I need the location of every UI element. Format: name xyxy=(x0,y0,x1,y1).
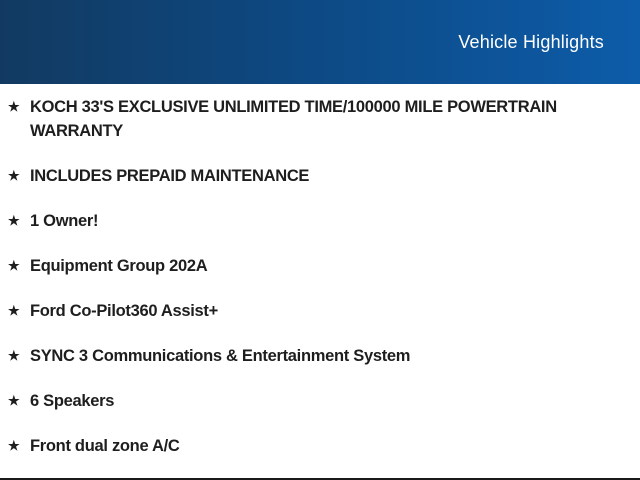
highlights-list xyxy=(0,84,640,458)
star-icon: ★ xyxy=(8,213,20,228)
list-item xyxy=(8,434,610,458)
star-icon: ★ xyxy=(8,258,20,273)
star-icon: ★ xyxy=(8,168,20,183)
page-title: Vehicle Highlights xyxy=(458,32,604,52)
list-item xyxy=(8,254,610,278)
panel-header xyxy=(0,0,640,84)
highlight-text: INCLUDES PREPAID MAINTENANCE xyxy=(30,167,310,185)
list-item xyxy=(8,299,610,323)
list-item xyxy=(8,389,610,413)
highlight-text: 1 Owner! xyxy=(30,212,99,230)
star-icon: ★ xyxy=(8,393,20,408)
list-item xyxy=(8,344,610,368)
highlight-text: 6 Speakers xyxy=(30,392,115,410)
highlight-text: Ford Co-Pilot360 Assist+ xyxy=(30,302,218,320)
highlight-text: SYNC 3 Communications & Entertainment System xyxy=(30,347,411,365)
highlight-text: KOCH 33'S EXCLUSIVE UNLIMITED TIME/100000 MILE POWERTRAIN WARRANTY xyxy=(30,98,557,140)
star-icon: ★ xyxy=(8,99,20,114)
star-icon: ★ xyxy=(8,303,20,318)
list-item xyxy=(8,209,610,233)
star-icon: ★ xyxy=(8,348,20,363)
highlight-text: Equipment Group 202A xyxy=(30,257,208,275)
list-item xyxy=(8,164,610,188)
star-icon: ★ xyxy=(8,438,20,453)
list-item xyxy=(8,95,610,143)
highlight-text: Front dual zone A/C xyxy=(30,437,180,455)
